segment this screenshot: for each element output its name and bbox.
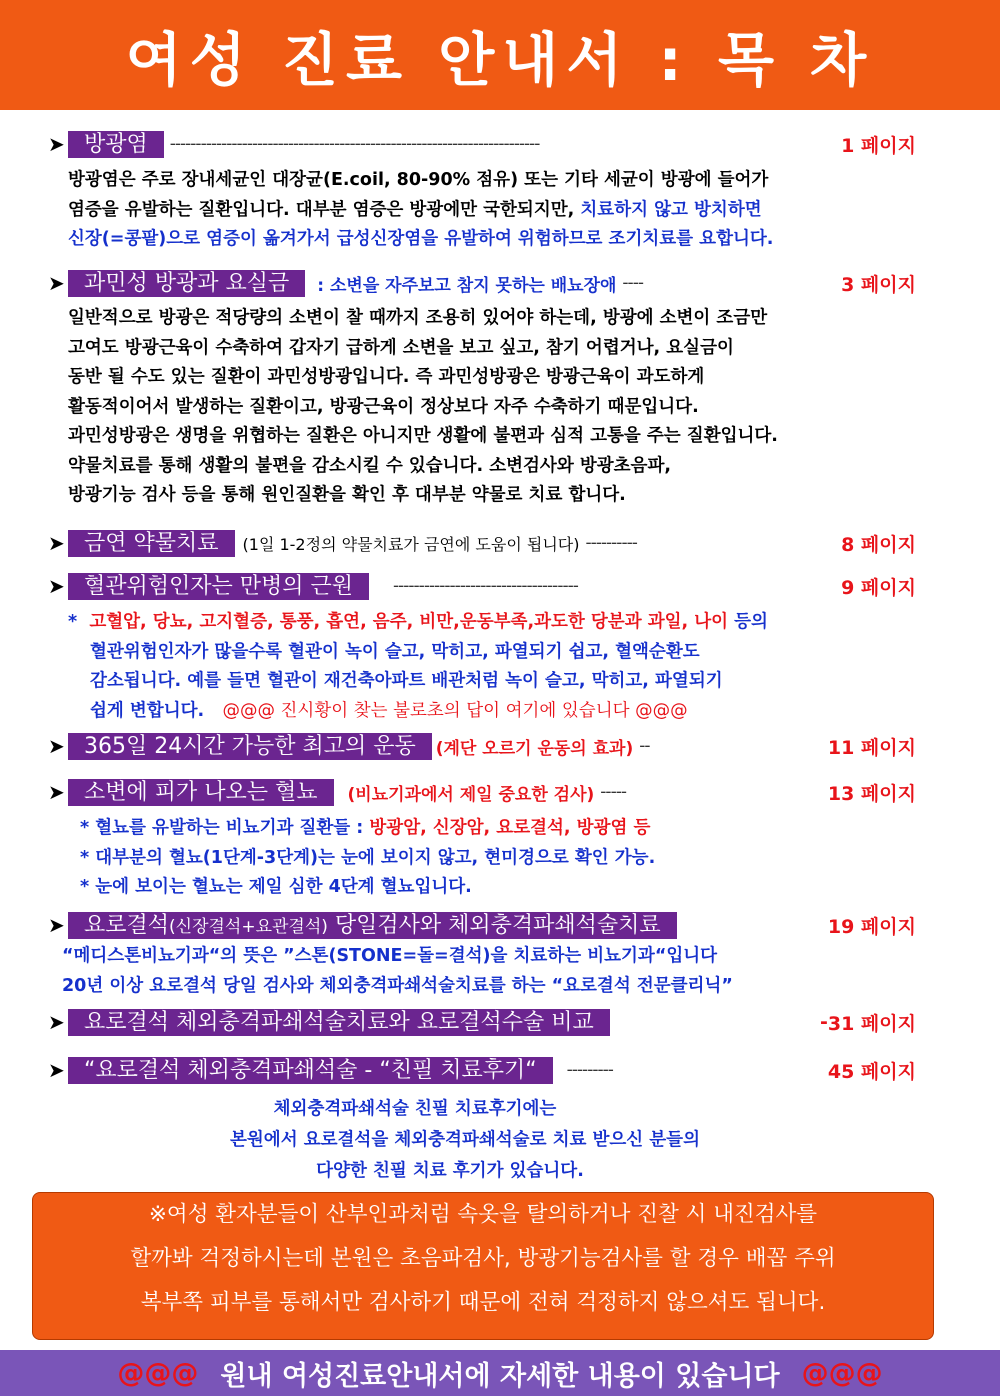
page-number: 3 페이지 <box>841 273 916 296</box>
toc-entry-overactive-bladder[interactable] <box>48 267 916 299</box>
section-subtitle: (1일 1-2정의 약물치료가 금연에 도움이 됩니다) <box>242 534 580 554</box>
body-line-highlight: 신장(=콩팥)으로 염증이 옮겨가서 급성신장염을 유발하여 위험하므로 조기치료를 요합니다. <box>68 229 774 249</box>
body-line: 일반적으로 방광은 적당량의 소변이 찰 때까지 조용히 있어야 하는데, 방광에 소변이 조금만 <box>68 308 768 328</box>
toc-entry-eswl-vs-surgery[interactable] <box>48 1006 916 1038</box>
bullet-star: * <box>68 612 78 632</box>
body-line: 약물치료를 통해 생활의 불편을 감소시킬 수 있습니다. 소변검사와 방광초음파, <box>68 455 671 476</box>
list-item: * 눈에 보이는 혈뇨는 제일 심한 4단계 혈뇨입니다. <box>80 877 472 897</box>
section-label: 방광염 <box>68 131 164 158</box>
body-line: 방광염은 주로 장내세균인 대장균(E.coil, 80-90% 점유) 또는 기타 세균이 방광에 들어가 <box>68 170 769 190</box>
arrow-icon: ➤ <box>48 913 65 937</box>
section-label: 혈관위험인자는 만병의 근원 <box>68 573 369 600</box>
toc-entry-stairs-exercise[interactable] <box>48 730 916 762</box>
section-subtitle: : 소변을 자주보고 참지 못하는 배뇨장애 <box>317 275 617 296</box>
body-line: 체외충격파쇄석술 친필 치료후기에는 <box>273 1099 557 1119</box>
dash-leader: ---- <box>622 273 643 293</box>
body-line: 다양한 친필 치료 후기가 있습니다. <box>316 1161 584 1181</box>
body-line: 방광기능 검사 등을 통해 원인질환을 확인 후 대부분 약물로 치료 합니다. <box>68 485 626 505</box>
body-line: 염증을 유발하는 질환입니다. 대부분 염증은 방광에만 국한되지만, <box>68 199 575 220</box>
body-line: 20년 이상 요로결석 당일 검사와 체외충격파쇄석술치료를 하는 “요로결석 전문클리닉” <box>62 975 733 996</box>
toc-entry-urolithiasis[interactable] <box>48 909 916 941</box>
section-label: 365일 24시간 가능한 최고의 운동 <box>68 733 432 760</box>
dash-leader: ---------- <box>585 533 637 553</box>
section-label: 소변에 피가 나오는 혈뇨 <box>68 779 334 806</box>
section-label: 과민성 방광과 요실금 <box>68 270 305 297</box>
page-title: 여성 진료 안내서 : 목 차 <box>125 26 875 94</box>
section-subtitle: (비뇨기과에서 제일 중요한 검사) <box>347 784 595 805</box>
section-body-overactive-bladder <box>68 304 940 511</box>
body-line: 등의 <box>734 612 768 632</box>
body-line: 쉽게 변합니다. <box>90 700 205 721</box>
notice-box <box>32 1192 934 1340</box>
body-line: “메디스톤비뇨기과“의 뜻은 ”스톤(STONE=돌=결석)을 치료하는 비뇨기과“입니다 <box>62 946 718 966</box>
page-number: 11 페이지 <box>827 736 916 759</box>
disease-list: 방광암, 신장암, 요로결석, 방광염 등 <box>369 818 651 838</box>
toc-entry-smoking-cessation[interactable] <box>48 527 916 559</box>
body-line: 혈관위험인자가 많을수록 혈관이 녹이 슬고, 막히고, 파열되기 쉽고, 혈액순환도 <box>90 641 700 662</box>
dash-leader: - <box>819 1011 828 1033</box>
footer-marker-left: @@@ <box>117 1357 199 1389</box>
arrow-icon: ➤ <box>48 574 65 598</box>
page-number: 31 페이지 <box>827 1012 916 1035</box>
section-body-vascular-risk <box>68 608 940 726</box>
section-body-hematuria <box>80 814 940 903</box>
arrow-icon: ➤ <box>48 1010 65 1034</box>
dash-leader: -- <box>639 736 650 756</box>
section-label: 요로결석 체외충격파쇄석술치료와 요로결석수술 비교 <box>68 1009 610 1036</box>
footer-text: 원내 여성진료안내서에 자세한 내용이 있습니다 <box>220 1360 780 1392</box>
body-line: 동반 될 수도 있는 질환이 과민성방광입니다. 즉 과민성방광은 방광근육이 과도하게 <box>68 367 705 387</box>
arrow-icon: ➤ <box>48 531 65 555</box>
body-line: 고여도 방광근육이 수축하여 갑자기 급하게 소변을 보고 싶고, 참기 어렵거나, 요실금이 <box>68 337 734 358</box>
section-label: 요로결석(신장결석+요관결석) 당일검사와 체외충격파쇄석술치료 <box>68 912 677 939</box>
toc-entry-handwritten-reviews[interactable] <box>48 1054 916 1086</box>
footer-marker-right: @@@ <box>801 1357 883 1389</box>
page-number: 8 페이지 <box>841 533 916 556</box>
body-line: 활동적이어서 발생하는 질환이고, 방광근육이 정상보다 자주 수축하기 때문입니다. <box>68 396 699 417</box>
body-line: 과민성방광은 생명을 위협하는 질환은 아니지만 생활에 불편과 심적 고통을 주는 질환입니다. <box>68 426 778 446</box>
page-number: 13 페이지 <box>827 782 916 805</box>
notice-line: 할까봐 걱정하시는데 본원은 초음파검사, 방광기능검사를 할 경우 배꼽 주위 <box>130 1246 836 1271</box>
toc-entry-vascular-risk[interactable] <box>48 570 916 602</box>
page-number: 19 페이지 <box>827 915 916 938</box>
toc-entry-hematuria[interactable] <box>48 776 916 808</box>
list-item: * 대부분의 혈뇨(1단계-3단계)는 눈에 보이지 않고, 현미경으로 확인 가능. <box>80 847 656 868</box>
footer-banner <box>0 1350 1000 1396</box>
page-number: 9 페이지 <box>841 576 916 599</box>
arrow-icon: ➤ <box>48 132 65 156</box>
section-body-urolithiasis <box>62 942 940 1001</box>
dash-leader: ----- <box>600 782 626 802</box>
notice-line: 복부쪽 피부를 통해서만 검사하기 때문에 전혀 걱정하지 않으셔도 됩니다. <box>140 1290 826 1315</box>
page-number: 1 페이지 <box>841 134 916 157</box>
section-body-cystitis <box>68 166 940 255</box>
list-item: * 혈뇨를 유발하는 비뇨기과 질환들 : <box>80 818 364 838</box>
dash-leader: ------------------------------------ <box>393 576 578 596</box>
section-label: 금연 약물치료 <box>68 530 235 557</box>
section-body-handwritten-reviews <box>0 1094 1000 1187</box>
page-number: 45 페이지 <box>827 1060 916 1083</box>
highlight-text: @@@ 진시황이 찾는 불로초의 답이 여기에 있습니다 @@@ <box>222 700 688 721</box>
body-line-highlight: 치료하지 않고 방치하면 <box>580 199 762 220</box>
risk-factor-list: 고혈압, 당뇨, 고지혈증, 통풍, 흡연, 음주, 비만,운동부족,과도한 당분과 과일, 나이 <box>89 612 729 632</box>
body-line: 감소됩니다. 예를 들면 혈관이 재건축아파트 배관처럼 녹이 슬고, 막히고, 파열되기 <box>90 671 723 691</box>
body-line: 본원에서 요로결석을 체외충격파쇄석술로 치료 받으신 분들의 <box>230 1130 700 1150</box>
dash-leader: --------- <box>566 1060 613 1080</box>
arrow-icon: ➤ <box>48 1058 65 1082</box>
toc-entry-cystitis[interactable] <box>48 128 916 160</box>
section-subtitle: (계단 오르기 운동의 효과) <box>435 738 634 759</box>
header-banner <box>0 0 1000 110</box>
arrow-icon: ➤ <box>48 271 65 295</box>
dash-leader: ------------------------------------------------------------------------ <box>169 134 540 154</box>
arrow-icon: ➤ <box>48 780 65 804</box>
arrow-icon: ➤ <box>48 734 65 758</box>
notice-line: ※여성 환자분들이 산부인과처럼 속옷을 탈의하거나 진찰 시 내진검사를 <box>148 1202 818 1227</box>
section-label: “요로결석 체외충격파쇄석술 - “친필 치료후기“ <box>68 1057 553 1084</box>
